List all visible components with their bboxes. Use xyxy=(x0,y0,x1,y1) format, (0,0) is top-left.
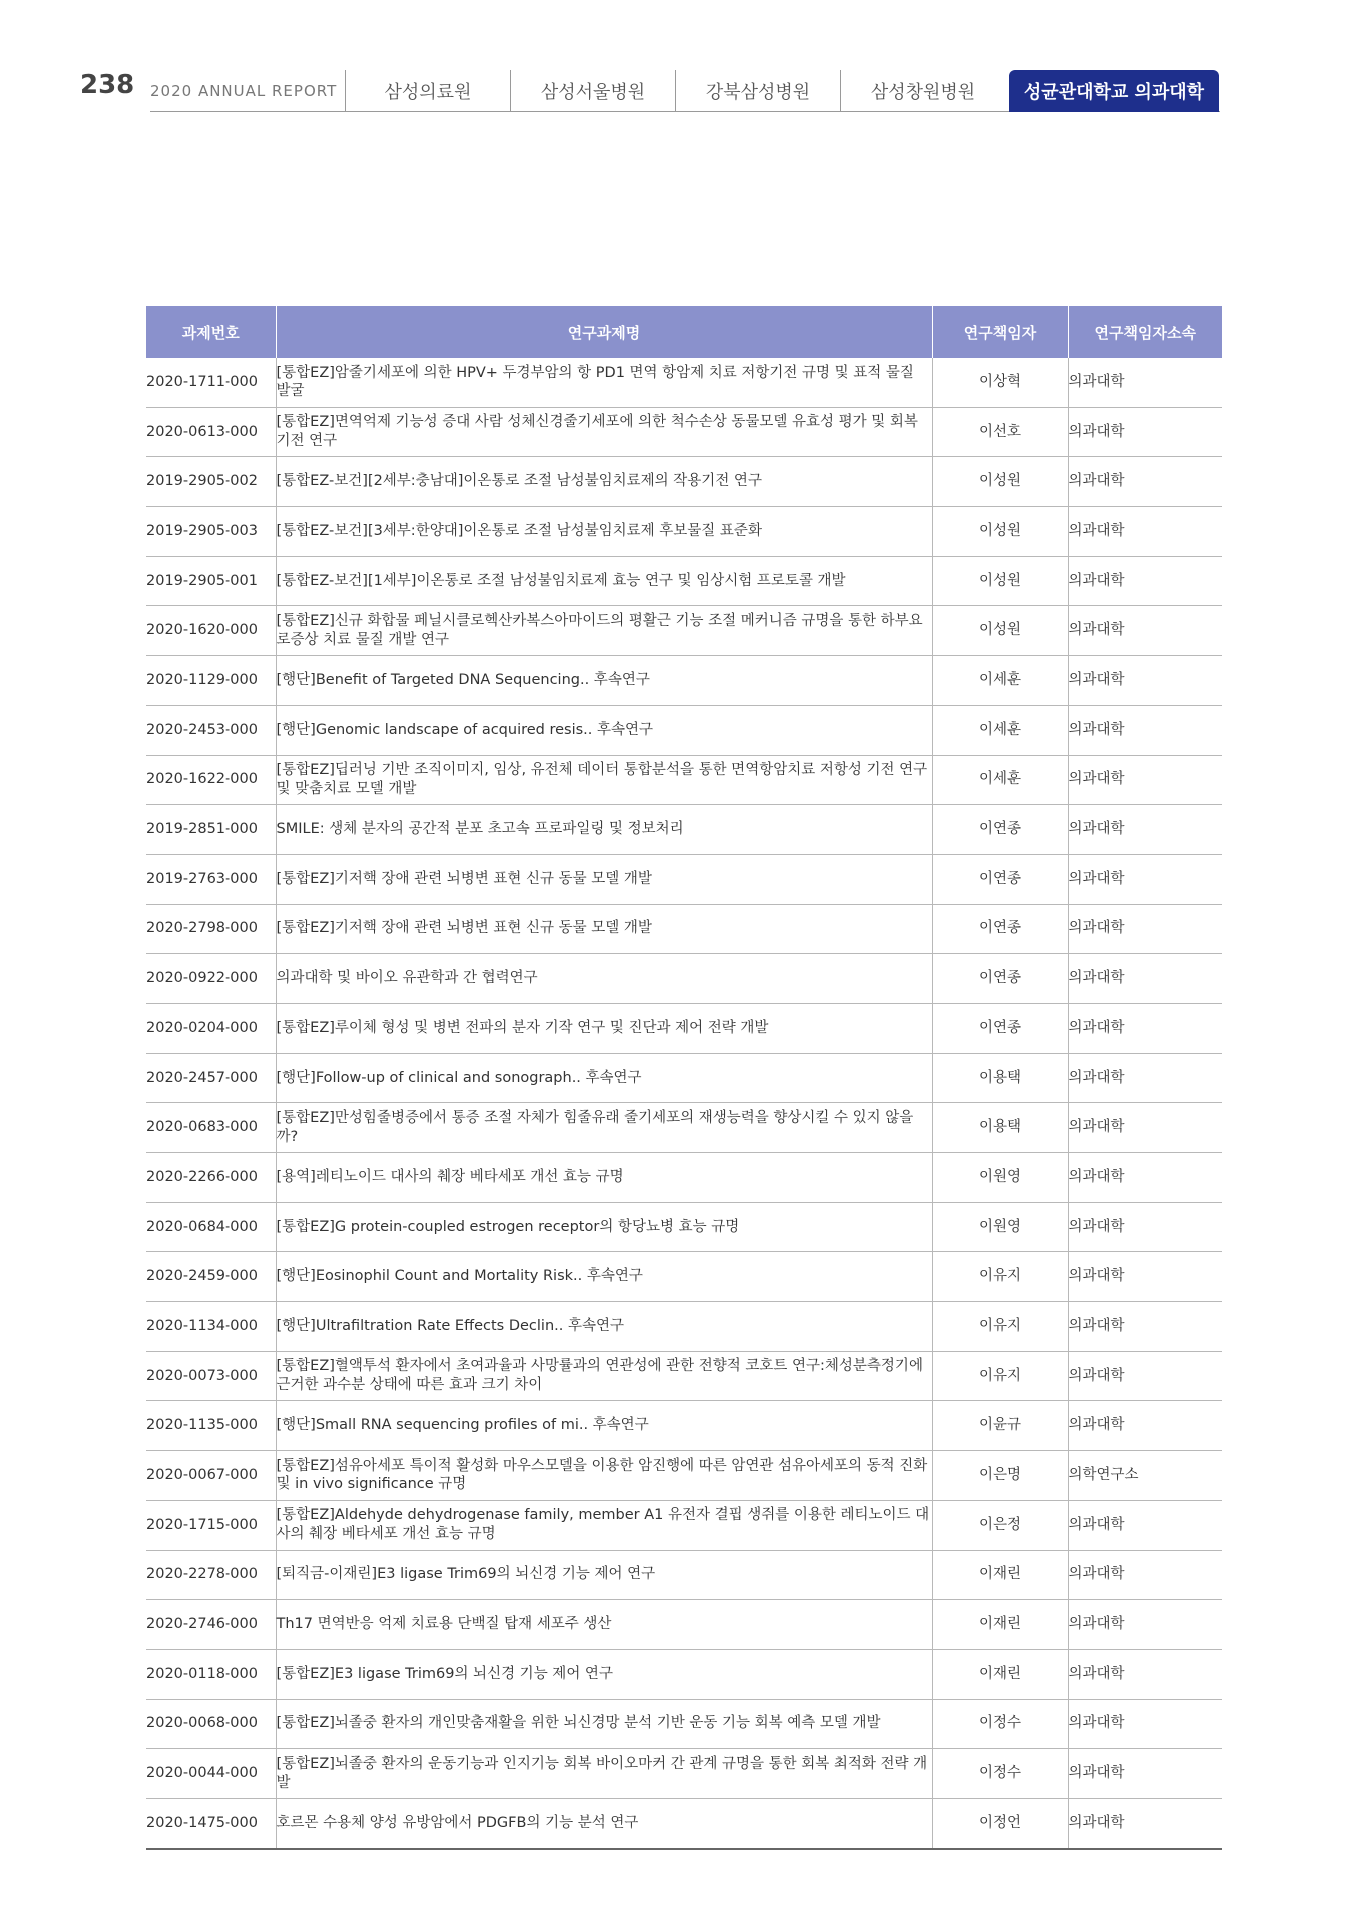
project-id-cell: 2020-2459-000 xyxy=(146,1252,276,1302)
tab-skku-medicine[interactable]: 성균관대학교 의과대학 xyxy=(1009,70,1219,112)
project-title-cell: [용역]레티노이드 대사의 췌장 베타세포 개선 효능 규명 xyxy=(276,1153,932,1203)
project-id-cell: 2020-0683-000 xyxy=(146,1103,276,1153)
project-id-cell: 2020-0044-000 xyxy=(146,1749,276,1799)
project-id-cell: 2020-0684-000 xyxy=(146,1202,276,1252)
affiliation-cell: 의과대학 xyxy=(1068,1351,1222,1401)
affiliation-cell: 의과대학 xyxy=(1068,656,1222,706)
project-title-cell: [행단]Genomic landscape of acquired resis.. 후속연구 xyxy=(276,705,932,755)
principal-investigator-cell: 이정수 xyxy=(932,1749,1068,1799)
principal-investigator-cell: 이세훈 xyxy=(932,705,1068,755)
principal-investigator-cell: 이은정 xyxy=(932,1500,1068,1550)
project-id-cell: 2020-1711-000 xyxy=(146,358,276,407)
project-title-cell: [행단]Ultrafiltration Rate Effects Declin.. 후속연구 xyxy=(276,1302,932,1352)
project-id-cell: 2019-2905-002 xyxy=(146,457,276,507)
affiliation-cell: 의과대학 xyxy=(1068,1252,1222,1302)
principal-investigator-cell: 이선호 xyxy=(932,407,1068,457)
affiliation-cell: 의과대학 xyxy=(1068,1053,1222,1103)
project-id-cell: 2020-2746-000 xyxy=(146,1600,276,1650)
project-title-cell: [통합EZ]뇌졸중 환자의 운동기능과 인지기능 회복 바이오마커 간 관계 규명을 통한 회복 최적화 전략 개발 xyxy=(276,1749,932,1799)
affiliation-cell: 의과대학 xyxy=(1068,805,1222,855)
affiliation-cell: 의과대학 xyxy=(1068,1202,1222,1252)
project-id-cell: 2020-1715-000 xyxy=(146,1500,276,1550)
project-title-cell: [통합EZ]G protein-coupled estrogen receptor의 항당뇨병 효능 규명 xyxy=(276,1202,932,1252)
project-title-cell: [통합EZ]면역억제 기능성 증대 사람 성체신경줄기세포에 의한 척수손상 동물모델 유효성 평가 및 회복기전 연구 xyxy=(276,407,932,457)
column-header-project-title: 연구과제명 xyxy=(276,306,932,358)
project-title-cell: [통합EZ-보건][2세부:충남대]이온통로 조절 남성불임치료제의 작용기전 연구 xyxy=(276,457,932,507)
project-title-cell: [퇴직금-이재린]E3 ligase Trim69의 뇌신경 기능 제어 연구 xyxy=(276,1550,932,1600)
affiliation-cell: 의과대학 xyxy=(1068,1550,1222,1600)
affiliation-cell: 의과대학 xyxy=(1068,507,1222,557)
table-row xyxy=(146,705,1222,755)
table-row xyxy=(146,805,1222,855)
principal-investigator-cell: 이연종 xyxy=(932,805,1068,855)
principal-investigator-cell: 이유지 xyxy=(932,1351,1068,1401)
table-row xyxy=(146,507,1222,557)
table-row xyxy=(146,1749,1222,1799)
principal-investigator-cell: 이재린 xyxy=(932,1649,1068,1699)
affiliation-cell: 의과대학 xyxy=(1068,606,1222,656)
project-id-cell: 2020-0067-000 xyxy=(146,1451,276,1501)
project-title-cell: 호르몬 수용체 양성 유방암에서 PDGFB의 기능 분석 연구 xyxy=(276,1798,932,1848)
project-title-cell: [통합EZ]E3 ligase Trim69의 뇌신경 기능 제어 연구 xyxy=(276,1649,932,1699)
principal-investigator-cell: 이성원 xyxy=(932,507,1068,557)
table-row xyxy=(146,1053,1222,1103)
project-title-cell: [통합EZ]기저핵 장애 관련 뇌병변 표현 신규 동물 모델 개발 xyxy=(276,854,932,904)
tab-samsung-medical-center[interactable]: 삼성의료원 xyxy=(345,70,510,112)
project-id-cell: 2020-2278-000 xyxy=(146,1550,276,1600)
principal-investigator-cell: 이세훈 xyxy=(932,755,1068,805)
tab-samsung-seoul-hospital[interactable]: 삼성서울병원 xyxy=(510,70,675,112)
project-id-cell: 2020-1475-000 xyxy=(146,1798,276,1848)
principal-investigator-cell: 이원영 xyxy=(932,1153,1068,1203)
table-row xyxy=(146,1550,1222,1600)
project-title-cell: [통합EZ]혈액투석 환자에서 초여과율과 사망률과의 연관성에 관한 전향적 코호트 연구:체성분측정기에 근거한 과수분 상태에 따른 효과 크기 차이 xyxy=(276,1351,932,1401)
project-id-cell: 2020-1129-000 xyxy=(146,656,276,706)
affiliation-cell: 의과대학 xyxy=(1068,1153,1222,1203)
table-row xyxy=(146,1103,1222,1153)
principal-investigator-cell: 이유지 xyxy=(932,1252,1068,1302)
column-header-principal-investigator: 연구책임자 xyxy=(932,306,1068,358)
affiliation-cell: 의과대학 xyxy=(1068,457,1222,507)
project-title-cell: [행단]Follow-up of clinical and sonograph.. 후속연구 xyxy=(276,1053,932,1103)
project-id-cell: 2020-1622-000 xyxy=(146,755,276,805)
principal-investigator-cell: 이성원 xyxy=(932,457,1068,507)
project-title-cell: [통합EZ]루이체 형성 및 병변 전파의 분자 기작 연구 및 진단과 제어 전략 개발 xyxy=(276,1003,932,1053)
affiliation-cell: 의과대학 xyxy=(1068,1500,1222,1550)
principal-investigator-cell: 이재린 xyxy=(932,1600,1068,1650)
table-row xyxy=(146,457,1222,507)
tab-samsung-changwon-hospital[interactable]: 삼성창원병원 xyxy=(840,70,1005,112)
principal-investigator-cell: 이유지 xyxy=(932,1302,1068,1352)
table-row xyxy=(146,1401,1222,1451)
project-title-cell: [통합EZ]기저핵 장애 관련 뇌병변 표현 신규 동물 모델 개발 xyxy=(276,904,932,954)
project-title-cell: [통합EZ-보건][1세부]이온통로 조절 남성불임치료제 효능 연구 및 임상시험 프로토콜 개발 xyxy=(276,556,932,606)
affiliation-cell: 의과대학 xyxy=(1068,1600,1222,1650)
table-row xyxy=(146,606,1222,656)
affiliation-cell: 의과대학 xyxy=(1068,1103,1222,1153)
table-row xyxy=(146,1202,1222,1252)
project-id-cell: 2020-2457-000 xyxy=(146,1053,276,1103)
table-row xyxy=(146,656,1222,706)
table-row xyxy=(146,1500,1222,1550)
project-title-cell: [행단]Benefit of Targeted DNA Sequencing.. 후속연구 xyxy=(276,656,932,706)
affiliation-cell: 의과대학 xyxy=(1068,358,1222,407)
principal-investigator-cell: 이상혁 xyxy=(932,358,1068,407)
project-id-cell: 2020-0073-000 xyxy=(146,1351,276,1401)
affiliation-cell: 의과대학 xyxy=(1068,1749,1222,1799)
project-id-cell: 2020-0118-000 xyxy=(146,1649,276,1699)
table-row xyxy=(146,407,1222,457)
table-row xyxy=(146,1302,1222,1352)
affiliation-cell: 의과대학 xyxy=(1068,407,1222,457)
project-id-cell: 2020-0613-000 xyxy=(146,407,276,457)
affiliation-cell: 의과대학 xyxy=(1068,854,1222,904)
principal-investigator-cell: 이용택 xyxy=(932,1053,1068,1103)
project-title-cell: [통합EZ]Aldehyde dehydrogenase family, member A1 유전자 결핍 생쥐를 이용한 레티노이드 대사의 췌장 베타세포 개선 효능 규명 xyxy=(276,1500,932,1550)
table-header-row xyxy=(146,306,1222,358)
project-id-cell: 2019-2905-003 xyxy=(146,507,276,557)
report-label: 2020 ANNUAL REPORT xyxy=(150,82,338,100)
affiliation-cell: 의과대학 xyxy=(1068,1798,1222,1848)
table-row xyxy=(146,1252,1222,1302)
principal-investigator-cell: 이연종 xyxy=(932,854,1068,904)
project-id-cell: 2020-0204-000 xyxy=(146,1003,276,1053)
project-id-cell: 2019-2851-000 xyxy=(146,805,276,855)
principal-investigator-cell: 이정언 xyxy=(932,1798,1068,1848)
principal-investigator-cell: 이성원 xyxy=(932,556,1068,606)
project-id-cell: 2020-0922-000 xyxy=(146,954,276,1004)
principal-investigator-cell: 이연종 xyxy=(932,954,1068,1004)
table-row xyxy=(146,904,1222,954)
affiliation-cell: 의과대학 xyxy=(1068,1401,1222,1451)
project-title-cell: 의과대학 및 바이오 유관학과 간 협력연구 xyxy=(276,954,932,1004)
affiliation-cell: 의과대학 xyxy=(1068,954,1222,1004)
affiliation-cell: 의과대학 xyxy=(1068,556,1222,606)
table-row xyxy=(146,1153,1222,1203)
project-title-cell: [통합EZ]딥러닝 기반 조직이미지, 임상, 유전체 데이터 통합분석을 통한 면역항암치료 저항성 기전 연구 및 맞춤치료 모델 개발 xyxy=(276,755,932,805)
project-title-cell: [행단]Small RNA sequencing profiles of mi.. 후속연구 xyxy=(276,1401,932,1451)
research-projects-table xyxy=(146,306,1222,1850)
column-header-affiliation: 연구책임자소속 xyxy=(1068,306,1222,358)
project-title-cell: [통합EZ]신규 화합물 페닐시클로헥산카복스아마이드의 평활근 기능 조절 메커니즘 규명을 통한 하부요로증상 치료 물질 개발 연구 xyxy=(276,606,932,656)
principal-investigator-cell: 이성원 xyxy=(932,606,1068,656)
project-title-cell: [통합EZ]섬유아세포 특이적 활성화 마우스모델을 이용한 암진행에 따른 암연관 섬유아세포의 동적 진화 및 in vivo significance 규명 xyxy=(276,1451,932,1501)
project-id-cell: 2019-2905-001 xyxy=(146,556,276,606)
project-title-cell: SMILE: 생체 분자의 공간적 분포 초고속 프로파일링 및 정보처리 xyxy=(276,805,932,855)
table-row xyxy=(146,954,1222,1004)
table-row xyxy=(146,358,1222,407)
table-row xyxy=(146,1451,1222,1501)
project-id-cell: 2020-2798-000 xyxy=(146,904,276,954)
project-title-cell: [통합EZ]암줄기세포에 의한 HPV+ 두경부암의 항 PD1 면역 항암제 치료 저항기전 규명 및 표적 물질 발굴 xyxy=(276,358,932,407)
project-title-cell: [통합EZ]뇌졸중 환자의 개인맞춤재활을 위한 뇌신경망 분석 기반 운동 기능 회복 예측 모델 개발 xyxy=(276,1699,932,1749)
project-id-cell: 2020-1620-000 xyxy=(146,606,276,656)
affiliation-cell: 의학연구소 xyxy=(1068,1451,1222,1501)
project-id-cell: 2019-2763-000 xyxy=(146,854,276,904)
project-title-cell: [통합EZ-보건][3세부:한양대]이온통로 조절 남성불임치료제 후보물질 표준화 xyxy=(276,507,932,557)
project-id-cell: 2020-1135-000 xyxy=(146,1401,276,1451)
affiliation-cell: 의과대학 xyxy=(1068,1649,1222,1699)
affiliation-cell: 의과대학 xyxy=(1068,705,1222,755)
table-row xyxy=(146,1351,1222,1401)
principal-investigator-cell: 이연종 xyxy=(932,1003,1068,1053)
table-row xyxy=(146,1600,1222,1650)
affiliation-cell: 의과대학 xyxy=(1068,1699,1222,1749)
page-number: 238 xyxy=(80,70,135,100)
tab-kangbuk-samsung-hospital[interactable]: 강북삼성병원 xyxy=(675,70,840,112)
principal-investigator-cell: 이용택 xyxy=(932,1103,1068,1153)
table-row xyxy=(146,1003,1222,1053)
affiliation-cell: 의과대학 xyxy=(1068,1302,1222,1352)
project-title-cell: [통합EZ]만성힘줄병증에서 통증 조절 자체가 힘줄유래 줄기세포의 재생능력을 향상시킬 수 있지 않을까? xyxy=(276,1103,932,1153)
project-id-cell: 2020-0068-000 xyxy=(146,1699,276,1749)
table-row xyxy=(146,854,1222,904)
principal-investigator-cell: 이재린 xyxy=(932,1550,1068,1600)
project-id-cell: 2020-2453-000 xyxy=(146,705,276,755)
table-row xyxy=(146,755,1222,805)
affiliation-cell: 의과대학 xyxy=(1068,755,1222,805)
project-id-cell: 2020-1134-000 xyxy=(146,1302,276,1352)
principal-investigator-cell: 이윤규 xyxy=(932,1401,1068,1451)
table-body xyxy=(146,358,1222,1849)
principal-investigator-cell: 이정수 xyxy=(932,1699,1068,1749)
affiliation-cell: 의과대학 xyxy=(1068,1003,1222,1053)
project-title-cell: [행단]Eosinophil Count and Mortality Risk.. 후속연구 xyxy=(276,1252,932,1302)
project-id-cell: 2020-2266-000 xyxy=(146,1153,276,1203)
table-row xyxy=(146,1798,1222,1848)
table-row xyxy=(146,1699,1222,1749)
section-tabs xyxy=(345,70,1219,112)
table-row xyxy=(146,1649,1222,1699)
affiliation-cell: 의과대학 xyxy=(1068,904,1222,954)
principal-investigator-cell: 이은명 xyxy=(932,1451,1068,1501)
principal-investigator-cell: 이연종 xyxy=(932,904,1068,954)
column-header-project-id: 과제번호 xyxy=(146,306,276,358)
project-title-cell: Th17 면역반응 억제 치료용 단백질 탑재 세포주 생산 xyxy=(276,1600,932,1650)
principal-investigator-cell: 이원영 xyxy=(932,1202,1068,1252)
table-row xyxy=(146,556,1222,606)
principal-investigator-cell: 이세훈 xyxy=(932,656,1068,706)
